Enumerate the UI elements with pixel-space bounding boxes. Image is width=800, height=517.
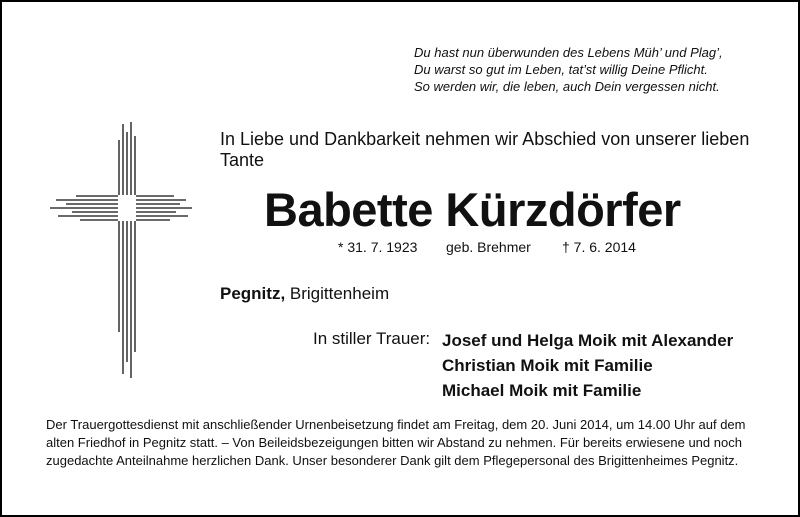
intro-text: In Liebe und Dankbarkeit nehmen wir Abschied von unserer lieben Tante — [220, 129, 750, 170]
mourner-name: Christian Moik mit Familie — [442, 356, 653, 375]
deceased-name: Babette Kürzdörfer — [264, 183, 681, 236]
poem-verse — [414, 44, 784, 95]
mourner-name: Michael Moik mit Familie — [442, 381, 642, 400]
poem-line: So werden wir, die leben, auch Dein vergessen nicht. — [414, 79, 720, 94]
maiden-name: geb. Brehmer — [446, 239, 531, 255]
mourner-name: Josef und Helga Moik mit Alexander — [442, 331, 734, 350]
service-details: Der Trauergottesdienst mit anschließender Urnenbeisetzung findet am Freitag, dem 20. Juni 2014, um 14.00 Uhr auf dem alten Friedhof in Pegnitz statt. – Von Beileidsbezeigungen bitten wir Abstand zu nehmen. Für bereits erwiesene und noch zugedachte Anteilnahme herzlichen Dank. Unser besonderer Dank gilt dem Pflegepersonal des Brigittenheimes Pegnitz. — [46, 417, 746, 468]
birth-date: * 31. 7. 1923 — [338, 239, 418, 255]
poem-line: Du hast nun überwunden des Lebens Müh’ und Plag’, — [414, 45, 723, 60]
cross-graphic — [46, 122, 196, 382]
place-city: Pegnitz, — [220, 284, 286, 303]
line-cross-icon — [46, 122, 196, 387]
place-line — [220, 284, 389, 304]
death-date: † 7. 6. 2014 — [562, 239, 636, 255]
poem-line: Du warst so gut im Leben, tat’st willig Deine Pflicht. — [414, 62, 708, 77]
place-home: Brigittenheim — [285, 284, 390, 303]
mourning-label: In stiller Trauer: — [313, 329, 431, 348]
mourners-list — [442, 328, 733, 403]
